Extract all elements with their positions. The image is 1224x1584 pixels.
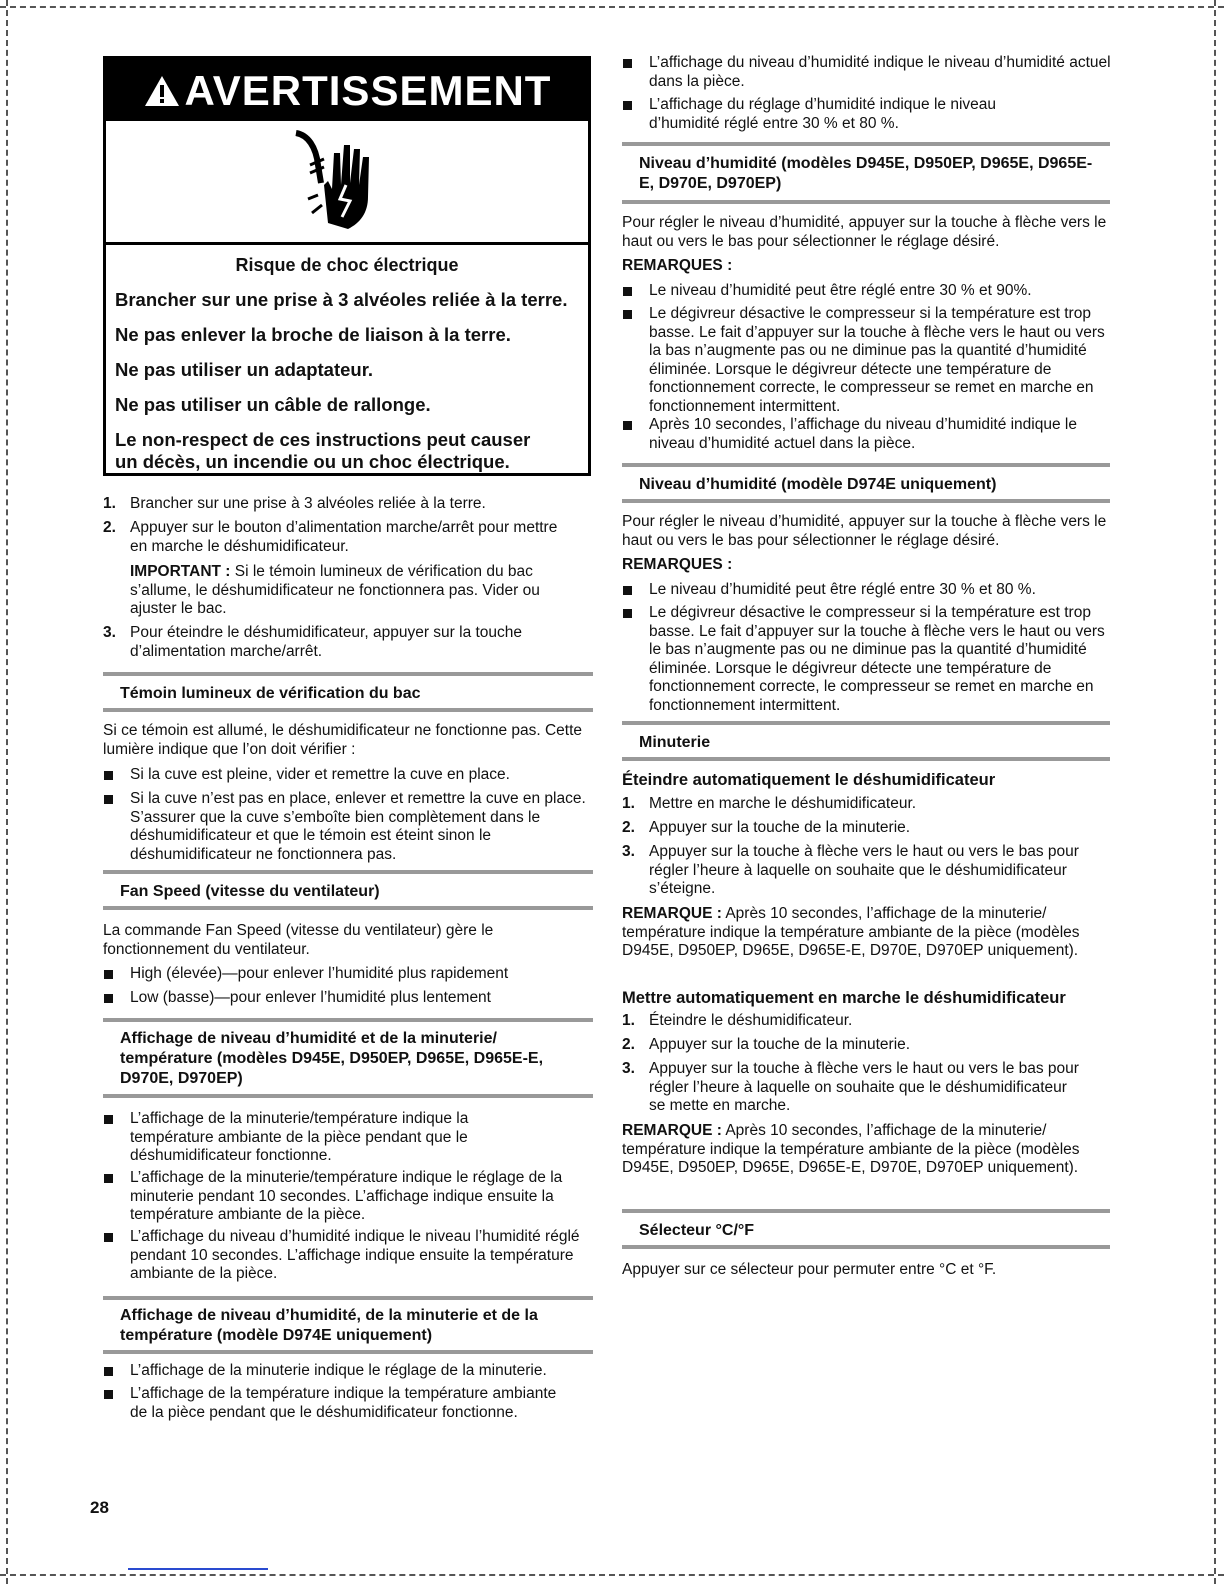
step-text: Appuyer sur la touche à flèche vers le haut ou vers le bas pour régler l’heure à laquelle on souhaite que le déshumidificateur s’éteigne. — [649, 843, 1079, 897]
bucket-intro: Si ce témoin est allumé, le déshumidificateur ne fonctionne pas. Cette lumière indique que l’on doit vérifier : — [103, 722, 583, 758]
bullet-marker — [104, 1115, 113, 1124]
bullet-text: L’affichage de la température indique la température ambiante de la pièce pendant que le déshumidificateur fonctionne. — [130, 1385, 557, 1421]
section-fan-speed — [103, 870, 593, 910]
warning-triangle-icon — [143, 62, 181, 126]
bullet-text: L’affichage de la minuterie/température indique le réglage de la minuterie pendant 10 secondes. L’affichage indique ensuite la température ambiante de la pièce. — [130, 1169, 563, 1223]
step-text: Brancher sur une prise à 3 alvéoles reliée à la terre. — [130, 495, 486, 512]
section-heading: Sélecteur °C/°F — [639, 1222, 755, 1239]
warning-line: Ne pas enlever la broche de liaison à la terre. — [115, 324, 511, 345]
important-label: IMPORTANT : — [130, 563, 231, 580]
cut-line-bottom — [0, 1574, 1224, 1576]
note-text: Après 10 secondes, l’affichage de la minuterie/ température indique la température ambiante de la pièce (modèles D945E, D950EP, D965E, D965E-E, D970E, D970EP uniquement). — [622, 1122, 1080, 1176]
step-text: Mettre en marche le déshumidificateur. — [649, 795, 917, 812]
section-heading: Affichage de niveau d’humidité et de la minuterie/ température (modèles D945E, D950EP, D965E, D965E-E, D970E, D970EP) — [120, 1030, 544, 1087]
step-text: Éteindre le déshumidificateur. — [649, 1012, 853, 1029]
notes-label: REMARQUES : — [622, 556, 733, 573]
bullet-text: Si la cuve est pleine, vider et remettre la cuve en place. — [130, 766, 510, 783]
bullet-marker — [623, 59, 632, 68]
timer-off-title: Éteindre automatiquement le déshumidificateur — [622, 771, 996, 789]
selector-text: Appuyer sur ce sélecteur pour permuter entre °C et °F. — [622, 1261, 997, 1278]
note-text: Après 10 secondes, l’affichage de la minuterie/ température indique la température ambiante de la pièce (modèles D945E, D950EP, D965E, D965E-E, D970E, D970EP uniquement). — [622, 905, 1080, 959]
section-timer — [622, 721, 1110, 761]
bullet-marker — [104, 994, 113, 1003]
humidity2-intro: Pour régler le niveau d’humidité, appuyer sur la touche à flèche vers le haut ou vers le bas pour sélectionner le réglage désiré. — [622, 513, 1107, 549]
section-heading: Niveau d’humidité (modèles D945E, D950EP, D965E, D965E-E, D970E, D970EP) — [639, 155, 1093, 192]
bullet-text: L’affichage du niveau d’humidité indique le niveau d’humidité actuel dans la pièce. — [649, 54, 1111, 90]
warning-header-text: AVERTISSEMENT — [184, 67, 552, 114]
section-humidity-2 — [622, 463, 1110, 503]
bullet-text: Le niveau d’humidité peut être réglé entre 30 % et 90%. — [649, 282, 1032, 299]
bullet-text: L’affichage du réglage d’humidité indique le niveau d’humidité réglé entre 30 % et 80 %. — [649, 96, 997, 132]
cut-line-top — [0, 6, 1224, 8]
bullet-marker — [104, 1233, 113, 1242]
bullet-marker — [623, 310, 632, 319]
fan-intro: La commande Fan Speed (vitesse du ventilateur) gère le fonctionnement du ventilateur. — [103, 922, 494, 958]
bullet-marker — [623, 287, 632, 296]
note-label: REMARQUE : — [622, 1122, 722, 1139]
step-number: 3. — [622, 1060, 635, 1077]
warning-title: Risque de choc électrique — [235, 255, 459, 275]
timer-on-note — [622, 1122, 1092, 1178]
section-display-2 — [103, 1296, 593, 1354]
step-number: 1. — [103, 495, 116, 512]
section-heading: Minuterie — [639, 734, 711, 751]
step-text: Appuyer sur la touche de la minuterie. — [649, 1036, 911, 1053]
step-number: 1. — [622, 795, 635, 812]
notes-label: REMARQUES : — [622, 257, 733, 274]
step-text: Pour éteindre le déshumidificateur, appuyer sur la touche d’alimentation marche/arrêt. — [130, 624, 523, 660]
note-label: REMARQUE : — [622, 905, 722, 922]
bullet-marker — [623, 609, 632, 618]
step-text: Appuyer sur la touche à flèche vers le haut ou vers le bas pour régler l’heure à laquelle on souhaite que le déshumidificateur se mette en marche. — [649, 1060, 1079, 1114]
section-heading: Niveau d’humidité (modèle D974E uniquement) — [639, 476, 997, 493]
step-text: Appuyer sur la touche de la minuterie. — [649, 819, 911, 836]
bullet-text: High (élevée)—pour enlever l’humidité plus rapidement — [130, 965, 509, 982]
humidity1-intro: Pour régler le niveau d’humidité, appuyer sur la touche à flèche vers le haut ou vers le bas pour sélectionner le réglage désiré. — [622, 214, 1107, 250]
step-number: 3. — [103, 624, 116, 641]
bullet-text: Le niveau d’humidité peut être réglé entre 30 % et 80 %. — [649, 581, 1036, 598]
timer-on-title: Mettre automatiquement en marche le déshumidificateur — [622, 989, 1066, 1007]
step-text: Appuyer sur le bouton d’alimentation marche/arrêt pour mettre en marche le déshumidificateur. — [130, 519, 558, 555]
bullet-marker — [104, 1367, 113, 1376]
electric-shock-icon — [106, 121, 588, 245]
bullet-marker — [623, 101, 632, 110]
bullet-text: L’affichage du niveau d’humidité indique le niveau l’humidité réglé pendant 10 secondes. L’affichage indique ensuite la température ambiante de la pièce. — [130, 1228, 580, 1282]
step-number: 1. — [622, 1012, 635, 1029]
section-humidity-1 — [622, 142, 1110, 204]
warning-line: Brancher sur une prise à 3 alvéoles reliée à la terre. — [115, 289, 568, 310]
section-heading: Affichage de niveau d’humidité, de la minuterie et de la température (modèle D974E uniquement) — [120, 1307, 538, 1344]
important-text: Si le témoin lumineux de vérification du bac s’allume, le déshumidificateur ne fonctionnera pas. Vider ou ajuster le bac. — [130, 563, 540, 617]
bullet-text: L’affichage de la minuterie/température indique la température ambiante de la pièce pendant que le déshumidificateur fonctionne. — [130, 1110, 469, 1164]
page-number: 28 — [90, 1498, 109, 1517]
bullet-marker — [623, 586, 632, 595]
section-bucket — [103, 672, 593, 712]
step-number: 2. — [622, 1036, 635, 1053]
bullet-text: Le dégivreur désactive le compresseur si la température est trop basse. Le fait d’appuyer sur la touche à flèche vers le haut ou vers la bas n’augmente pas ou ne diminue pas la quantité d’humidité éliminée. Lorsque le dégivreur détecte une température de fonctionnement correcte, le compresseur se remet en marche en fonctionnement intermittent. — [649, 305, 1105, 415]
bullet-marker — [104, 1390, 113, 1399]
bullet-text: Low (basse)—pour enlever l’humidité plus lentement — [130, 989, 491, 1006]
step-number: 3. — [622, 843, 635, 860]
warning-box — [103, 56, 591, 476]
warning-line: Le non-respect de ces instructions peut causer — [115, 429, 531, 450]
bullet-marker — [623, 421, 632, 430]
bullet-text: Après 10 secondes, l’affichage du niveau d’humidité indique le niveau d’humidité actuel dans la pièce. — [649, 416, 1077, 452]
warning-line: Ne pas utiliser un adaptateur. — [115, 359, 374, 380]
bullet-text: Si la cuve n’est pas en place, enlever et remettre la cuve en place. S’assurer que la cuve s’emboîte bien complètement dans le déshumidificateur et que le témoin est éteint sinon le déshumidificateur ne fonctionnera pas. — [130, 790, 586, 863]
warning-header — [106, 59, 588, 121]
bullet-marker — [104, 771, 113, 780]
bullet-text: Le dégivreur désactive le compresseur si la température est trop basse. Le fait d’appuyer sur la touche à flèche vers le haut ou vers le bas n’augmente pas ou ne diminue pas la quantité d’humidité éliminée. Lorsque le dégivreur détecte une température de fonctionnement correcte, le compresseur se remet en marche en fonctionnement intermittent. — [649, 604, 1105, 714]
cut-line-right — [1214, 0, 1216, 1584]
blue-mark — [128, 1568, 268, 1570]
bullet-marker — [104, 970, 113, 979]
bullet-text: L’affichage de la minuterie indique le réglage de la minuterie. — [130, 1362, 547, 1379]
warning-line: Ne pas utiliser un câble de rallonge. — [115, 394, 431, 415]
cut-line-left — [6, 0, 8, 1584]
step-number: 2. — [103, 519, 116, 536]
step-number: 2. — [622, 819, 635, 836]
section-selector — [622, 1209, 1110, 1249]
bullet-marker — [104, 795, 113, 804]
warning-line: un décès, un incendie ou un choc électrique. — [115, 451, 510, 472]
bullet-marker — [104, 1174, 113, 1183]
section-heading: Témoin lumineux de vérification du bac — [120, 685, 421, 702]
section-heading: Fan Speed (vitesse du ventilateur) — [120, 883, 380, 900]
important-note — [130, 563, 585, 619]
section-display-1 — [103, 1018, 593, 1098]
timer-off-note — [622, 905, 1092, 961]
